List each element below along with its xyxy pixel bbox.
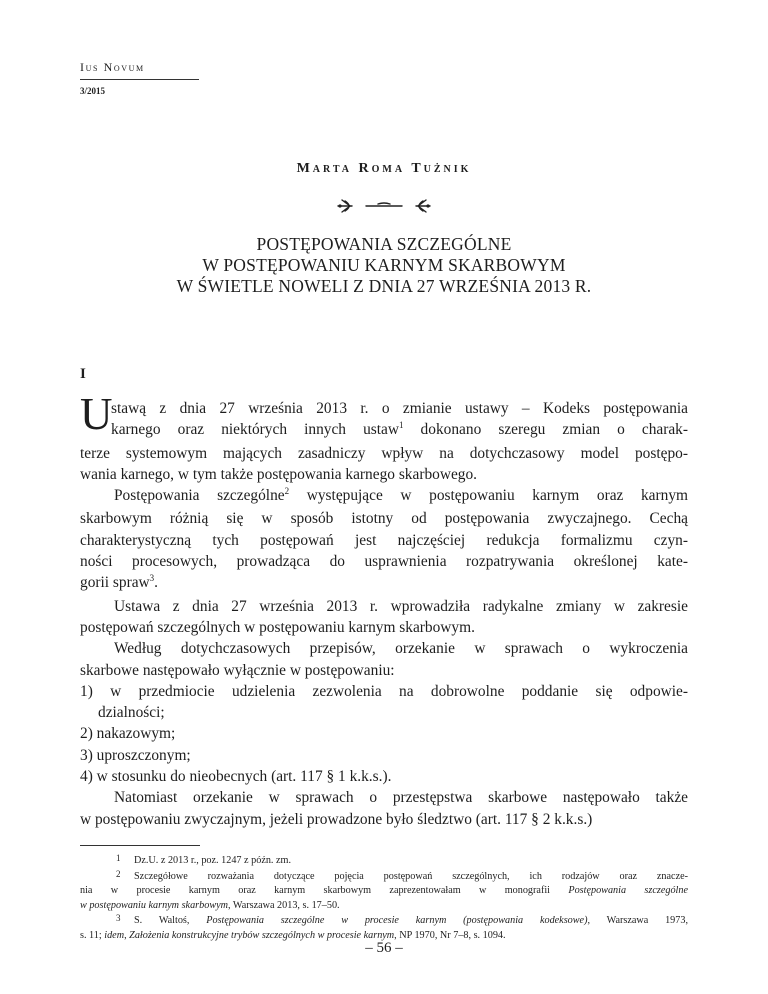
- footnote: 1 Dz.U. z 2013 r., poz. 1247 z późn. zm.: [116, 853, 292, 866]
- body-text: [80, 389, 688, 830]
- footnote: 3 S. Waltoś, Postępowania szczególne w procesie karnym (postępowania kodeksowe), Warszawa 1973,: [116, 913, 688, 927]
- footnote-line: nia w procesie karnym oraz karnym skarbowym zaprezentowałam w monografii Postępowania szczególne: [80, 885, 688, 897]
- body-line: U stawą z dnia 27 września 2013 r. o zmianie ustawy – Kodeks postępowania: [80, 389, 688, 439]
- body-line: wania karnego, w tym także postępowania karnego skarbowego.: [80, 465, 478, 483]
- list-item: 2) nakazowym;: [80, 725, 176, 743]
- footnote-ref[interactable]: 1: [398, 420, 404, 431]
- journal-name: Ius Novum: [80, 60, 145, 74]
- page-number: – 56 –: [365, 940, 403, 956]
- footnote-ref[interactable]: 3: [149, 573, 155, 584]
- body-line: charakterystyczną tych postępowań jest najczęściej redukcja formalizmu czyn-: [80, 531, 688, 549]
- body-line: terze systemowym mających zasadniczy wpływ na dotychczasowy model postępo-: [80, 444, 688, 462]
- footnotes: [80, 853, 688, 944]
- list-item: 4) w stosunku do nieobecnych (art. 117 § 1 k.k.s.).: [80, 768, 392, 786]
- body-line: Według dotychczasowych przepisów, orzekanie w sprawach o wykroczenia: [114, 640, 688, 658]
- title-line: W ŚWIETLE NOWELI Z DNIA 27 WRZEŚNIA 2013 R.: [176, 276, 592, 296]
- title-line: W POSTĘPOWANIU KARNYM SKARBOWYM: [202, 255, 566, 275]
- body-line: Natomiast orzekanie w sprawach o przestępstwa skarbowe następowało także: [114, 789, 688, 807]
- body-line: skarbowe następowało wyłącznie w postępowaniu:: [80, 661, 395, 679]
- issue-number: 3/2015: [80, 86, 106, 96]
- fleuron-ornament-icon: [334, 196, 434, 216]
- footnote-rule: [80, 845, 200, 846]
- article-title: [0, 234, 768, 297]
- footnote-ref[interactable]: 2: [284, 486, 290, 497]
- footnote-number: 1: [116, 853, 121, 863]
- footnote-number: 2: [116, 868, 121, 879]
- footnote-line: w postępowaniu karnym skarbowym, Warszawa 2013, s. 17–50.: [80, 899, 340, 911]
- author-name: Marta Roma Tużnik: [296, 161, 472, 176]
- drop-cap: U: [80, 389, 113, 439]
- body-line: karnego oraz niektórych innych ustaw$^1$ dokonano szeregu zmian o charak-: [111, 420, 688, 439]
- body-line: gorii spraw$^3$.: [80, 573, 159, 592]
- list-item: 3) uproszczonym;: [80, 746, 191, 764]
- footnote: 2 Szczegółowe rozważania dotyczące pojęcia postępowań szczególnych, ich rodzajów oraz znacze-: [116, 868, 688, 882]
- title-line: POSTĘPOWANIA SZCZEGÓLNE: [256, 234, 512, 254]
- body-line: skarbowym różnią się w sposób istotny od postępowania zwyczajnego. Cechą: [80, 510, 688, 528]
- body-line: w postępowaniu zwyczajnym, jeżeli prowadzone było śledztwo (art. 117 § 2 k.k.s.): [80, 810, 593, 828]
- section-heading: I: [80, 366, 86, 382]
- footnote-number: 3: [116, 913, 121, 924]
- footnote-line: s. 11; idem, Założenia konstrukcyjne trybów szczególnych w procesie karnym, NP 1970, Nr 7–8, s. 1094.: [80, 929, 506, 941]
- list-item: 1) w przedmiocie udzielenia zezwolenia na dobrowolne poddanie się odpowie-: [80, 682, 688, 700]
- body-line: Postępowania szczególne$^2$ występujące w postępowaniu karnym oraz karnym: [114, 486, 688, 505]
- header-rule: [80, 79, 199, 80]
- body-line: Ustawa z dnia 27 września 2013 r. wprowadziła radykalne zmiany w zakresie: [114, 597, 688, 615]
- body-line: postępowań szczególnych w postępowaniu karnym skarbowym.: [80, 618, 475, 636]
- list-item-continuation: dzialności;: [98, 704, 165, 722]
- body-line: ności procesowych, prowadząca do usprawnienia rozpatrywania określonej kate-: [80, 553, 688, 571]
